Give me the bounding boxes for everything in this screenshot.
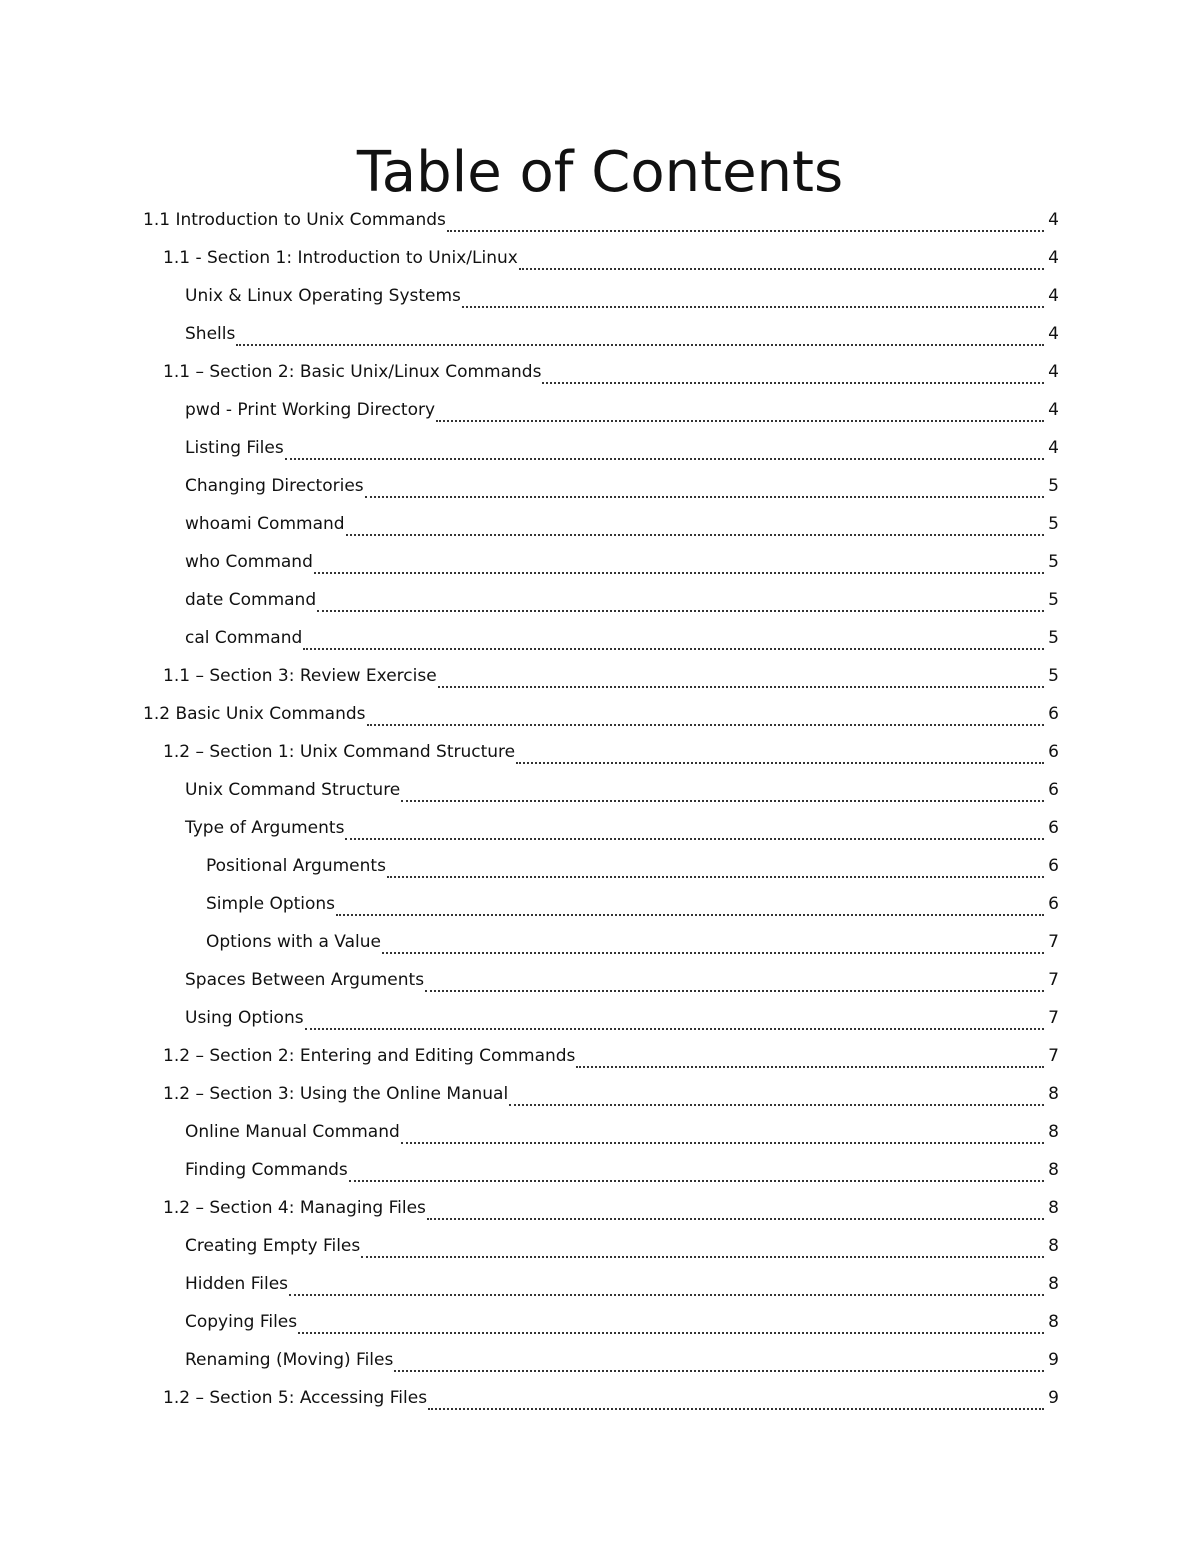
toc-entry[interactable] bbox=[0, 1037, 1200, 1075]
toc-page-number: 9 bbox=[1048, 1388, 1059, 1408]
toc-entry[interactable] bbox=[0, 391, 1200, 429]
page-title: Table of Contents bbox=[356, 140, 844, 205]
toc-dot-leader bbox=[509, 1087, 1044, 1106]
toc-page-number: 6 bbox=[1048, 894, 1059, 914]
toc-page-number: 5 bbox=[1048, 590, 1059, 610]
toc-dot-leader bbox=[236, 327, 1044, 346]
toc-dot-leader bbox=[298, 1315, 1044, 1334]
toc-entry-text: Unix Command Structure bbox=[185, 780, 401, 800]
toc-entry[interactable] bbox=[0, 923, 1200, 961]
toc-dot-leader bbox=[519, 251, 1044, 270]
toc-entry[interactable] bbox=[0, 1189, 1200, 1227]
toc-page-number: 4 bbox=[1048, 400, 1059, 420]
toc-entry[interactable] bbox=[0, 429, 1200, 467]
toc-page-number: 6 bbox=[1048, 818, 1059, 838]
toc-page-number: 8 bbox=[1048, 1198, 1059, 1218]
toc-page-number: 6 bbox=[1048, 780, 1059, 800]
toc-entry-text: 1.2 – Section 1: Unix Command Structure bbox=[163, 742, 516, 762]
toc-page-number: 5 bbox=[1048, 628, 1059, 648]
toc-entry[interactable] bbox=[0, 733, 1200, 771]
toc-dot-leader bbox=[401, 1125, 1044, 1144]
toc-entry-text: 1.1 – Section 2: Basic Unix/Linux Commands bbox=[163, 362, 542, 382]
toc-entry-text: who Command bbox=[185, 552, 313, 572]
toc-page-number: 5 bbox=[1048, 476, 1059, 496]
toc-page-number: 5 bbox=[1048, 666, 1059, 686]
toc-page-number: 5 bbox=[1048, 514, 1059, 534]
toc-page-number: 6 bbox=[1048, 856, 1059, 876]
toc-dot-leader bbox=[367, 707, 1045, 726]
toc-entry-text: Changing Directories bbox=[185, 476, 364, 496]
toc-entry-text: 1.1 – Section 3: Review Exercise bbox=[163, 666, 437, 686]
toc-entry[interactable] bbox=[0, 543, 1200, 581]
toc-entry-text: Unix & Linux Operating Systems bbox=[185, 286, 461, 306]
toc-entry[interactable] bbox=[0, 619, 1200, 657]
toc-entry[interactable] bbox=[0, 771, 1200, 809]
toc-entry-text: Renaming (Moving) Files bbox=[185, 1350, 394, 1370]
toc-entry-text: cal Command bbox=[185, 628, 303, 648]
toc-entry[interactable] bbox=[0, 1151, 1200, 1189]
toc-entry[interactable] bbox=[0, 1265, 1200, 1303]
toc-dot-leader bbox=[365, 479, 1044, 498]
toc-dot-leader bbox=[303, 631, 1044, 650]
toc-page-number: 8 bbox=[1048, 1160, 1059, 1180]
toc-entry-text: Hidden Files bbox=[185, 1274, 289, 1294]
toc-page-number: 4 bbox=[1048, 210, 1059, 230]
toc-entry[interactable] bbox=[0, 1113, 1200, 1151]
toc-entry-text: 1.2 – Section 5: Accessing Files bbox=[163, 1388, 428, 1408]
toc-dot-leader bbox=[336, 897, 1044, 916]
toc-entry-text: Creating Empty Files bbox=[185, 1236, 361, 1256]
toc-page-number: 4 bbox=[1048, 324, 1059, 344]
toc-dot-leader bbox=[305, 1011, 1044, 1030]
toc-entry-text: Online Manual Command bbox=[185, 1122, 400, 1142]
toc-entry-text: Options with a Value bbox=[206, 932, 381, 952]
toc-entry-text: Spaces Between Arguments bbox=[185, 970, 425, 990]
toc-entry-text: Copying Files bbox=[185, 1312, 298, 1332]
toc-entry[interactable] bbox=[0, 885, 1200, 923]
toc-entry-text: Shells bbox=[185, 324, 236, 344]
toc-dot-leader bbox=[425, 973, 1044, 992]
toc-entry[interactable] bbox=[0, 999, 1200, 1037]
toc-entry-text: date Command bbox=[185, 590, 317, 610]
toc-entry-text: Using Options bbox=[185, 1008, 304, 1028]
toc-dot-leader bbox=[289, 1277, 1044, 1296]
toc-entry[interactable] bbox=[0, 505, 1200, 543]
toc-page-number: 9 bbox=[1048, 1350, 1059, 1370]
toc-dot-leader bbox=[516, 745, 1044, 764]
toc-entry[interactable] bbox=[0, 847, 1200, 885]
toc-page-number: 7 bbox=[1048, 970, 1059, 990]
toc-dot-leader bbox=[285, 441, 1044, 460]
toc-dot-leader bbox=[394, 1353, 1044, 1372]
toc-page-number: 6 bbox=[1048, 704, 1059, 724]
toc-entry-text: 1.2 – Section 4: Managing Files bbox=[163, 1198, 426, 1218]
toc-page-number: 7 bbox=[1048, 932, 1059, 952]
toc-entry[interactable] bbox=[0, 1075, 1200, 1113]
toc-entry[interactable] bbox=[0, 809, 1200, 847]
toc-dot-leader bbox=[447, 213, 1044, 232]
toc-page-number: 8 bbox=[1048, 1084, 1059, 1104]
toc-entry[interactable] bbox=[0, 239, 1200, 277]
toc-page-number: 4 bbox=[1048, 362, 1059, 382]
toc-page-number: 4 bbox=[1048, 248, 1059, 268]
toc-dot-leader bbox=[382, 935, 1044, 954]
toc-dot-leader bbox=[436, 403, 1044, 422]
toc-dot-leader bbox=[349, 1163, 1044, 1182]
toc-page-number: 5 bbox=[1048, 552, 1059, 572]
toc-dot-leader bbox=[387, 859, 1044, 878]
toc-entry[interactable] bbox=[0, 581, 1200, 619]
toc-page-number: 4 bbox=[1048, 286, 1059, 306]
toc-dot-leader bbox=[542, 365, 1044, 384]
toc-page-number: 8 bbox=[1048, 1274, 1059, 1294]
toc-page-number: 8 bbox=[1048, 1312, 1059, 1332]
toc-entry[interactable] bbox=[0, 353, 1200, 391]
toc-entry[interactable] bbox=[0, 961, 1200, 999]
toc-entry[interactable] bbox=[0, 467, 1200, 505]
toc-page-number: 7 bbox=[1048, 1046, 1059, 1066]
toc-dot-leader bbox=[427, 1201, 1044, 1220]
toc-page-number: 7 bbox=[1048, 1008, 1059, 1028]
toc-entry[interactable] bbox=[0, 201, 1200, 239]
toc-page-number: 8 bbox=[1048, 1236, 1059, 1256]
toc-dot-leader bbox=[401, 783, 1044, 802]
toc-entry[interactable] bbox=[0, 1341, 1200, 1379]
toc-dot-leader bbox=[314, 555, 1044, 574]
toc-entry-text: Finding Commands bbox=[185, 1160, 348, 1180]
toc-dot-leader bbox=[462, 289, 1044, 308]
toc-entry-text: 1.1 - Section 1: Introduction to Unix/Linux bbox=[163, 248, 518, 268]
toc-dot-leader bbox=[576, 1049, 1044, 1068]
toc-entry[interactable] bbox=[0, 695, 1200, 733]
toc-dot-leader bbox=[345, 821, 1044, 840]
toc-entry-text: 1.1 Introduction to Unix Commands bbox=[143, 210, 446, 230]
toc-entry-text: 1.2 Basic Unix Commands bbox=[143, 704, 366, 724]
toc-entry-text: Listing Files bbox=[185, 438, 284, 458]
toc-dot-leader bbox=[346, 517, 1044, 536]
toc-entry-text: Positional Arguments bbox=[206, 856, 386, 876]
toc-entry-text: Type of Arguments bbox=[185, 818, 345, 838]
toc-entry-text: 1.2 – Section 3: Using the Online Manual bbox=[163, 1084, 509, 1104]
toc-entry[interactable] bbox=[0, 277, 1200, 315]
toc-page-number: 6 bbox=[1048, 742, 1059, 762]
toc-entry[interactable] bbox=[0, 657, 1200, 695]
toc-dot-leader bbox=[361, 1239, 1044, 1258]
toc-dot-leader bbox=[317, 593, 1044, 612]
toc-entry-text: whoami Command bbox=[185, 514, 345, 534]
toc-entry[interactable] bbox=[0, 1379, 1200, 1417]
toc-entry-text: Simple Options bbox=[206, 894, 336, 914]
toc-list bbox=[0, 201, 1200, 1417]
toc-entry[interactable] bbox=[0, 315, 1200, 353]
toc-dot-leader bbox=[438, 669, 1044, 688]
toc-entry[interactable] bbox=[0, 1227, 1200, 1265]
toc-dot-leader bbox=[428, 1391, 1044, 1410]
toc-entry-text: pwd - Print Working Directory bbox=[185, 400, 436, 420]
toc-entry[interactable] bbox=[0, 1303, 1200, 1341]
toc-entry-text: 1.2 – Section 2: Entering and Editing Commands bbox=[163, 1046, 576, 1066]
toc-page-number: 4 bbox=[1048, 438, 1059, 458]
toc-page-number: 8 bbox=[1048, 1122, 1059, 1142]
